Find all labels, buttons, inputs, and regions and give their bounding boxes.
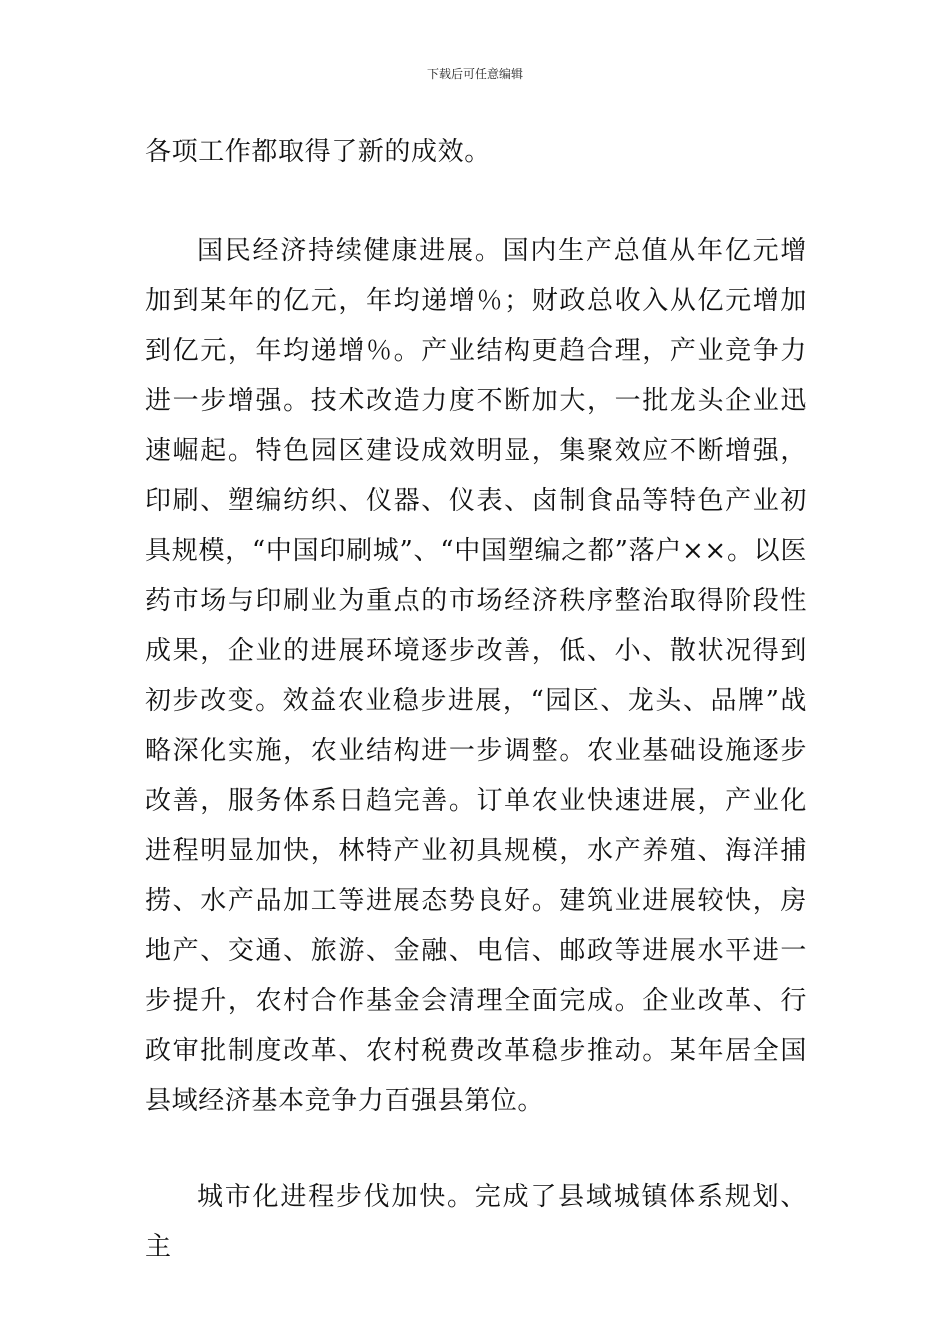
page-header-note: 下载后可任意编辑: [426, 67, 523, 81]
paragraph-economy: 国民经济持续健康进展。国内生产总值从年亿元增加到某年的亿元，年均递增％；财政总收入从亿元增加到亿元，年均递增％。产业结构更趋合理，产业竞争力进一步增强。技术改造力度不断加大，一批龙头企业迅速崛起。特色园区建设成效明显，集聚效应不断增强，印刷、塑编纺织、仪器、仪表、卤制食品等特色产业初具规模，“中国印刷城”、“中国塑编之都”落户××。以医药市场与印刷业为重点的市场经济秩序整治取得阶段性成果，企业的进展环境逐步改善，低、小、散状况得到初步改变。效益农业稳步进展，“园区、龙头、品牌”战略深化实施，农业结构进一步调整。农业基础设施逐步改善，服务体系日趋完善。订单农业快速进展，产业化进程明显加快，林特产业初具规模，水产养殖、海洋捕捞、水产品加工等进展态势良好。建筑业进展较快，房地产、交通、旅游、金融、电信、邮政等进展水平进一步提升，农村合作基金会清理全面完成。企业改革、行政审批制度改革、农村税费改革稳步推动。某年居全国县域经济基本竞争力百强县第位。: [145, 236, 807, 1116]
paragraph-urbanization: 城市化进程步伐加快。完成了县域城镇体系规划、主: [145, 1182, 807, 1262]
paragraph-continuation: 各项工作都取得了新的成效。: [145, 137, 491, 167]
